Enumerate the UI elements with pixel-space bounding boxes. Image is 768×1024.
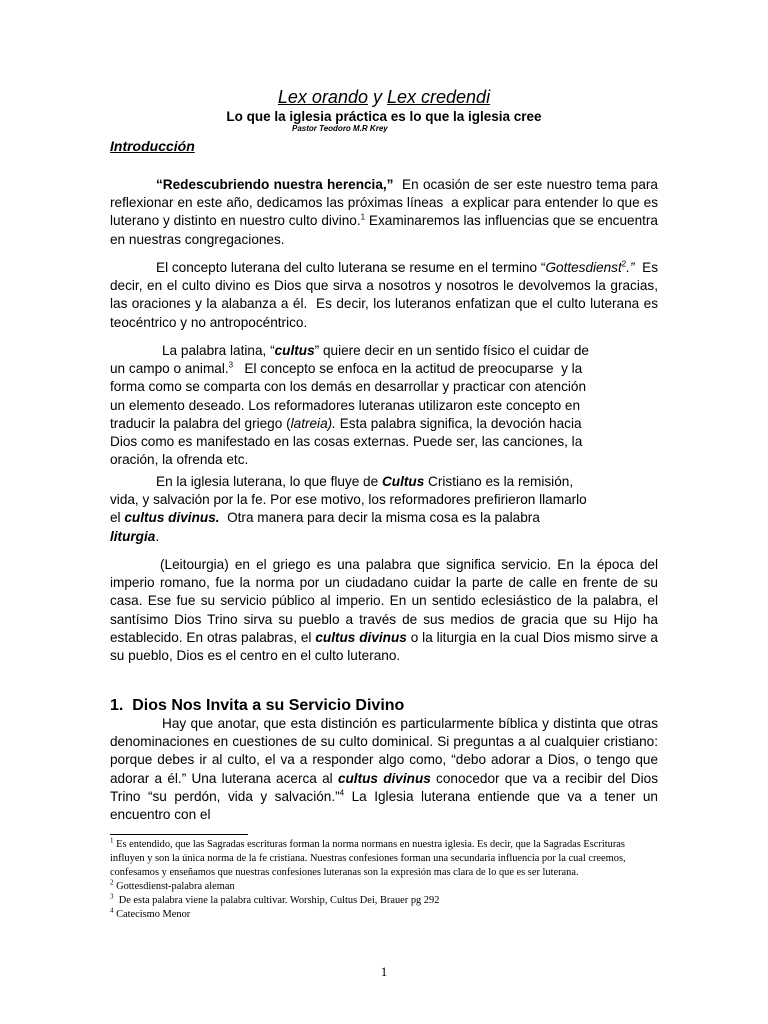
paragraph-text: Examinaremos las influencias que se encuentra en nuestras congregaciones. bbox=[110, 213, 658, 247]
footnote-text: Gottesdienst-palabra aleman bbox=[113, 881, 235, 892]
paragraph-text: o la liturgia en la cual Dios mismo sirve a su pueblo, Dios es el centro en el culto luterano. bbox=[110, 629, 658, 664]
paragraph-text: Esta palabra significa, la devoción hacia bbox=[335, 415, 582, 431]
paragraph-text: oración, la ofrenda etc. bbox=[110, 452, 249, 468]
footnote-number: 2 bbox=[110, 878, 114, 887]
bold-italic-term: Cultus bbox=[381, 474, 425, 489]
paragraph-text: Hay que anotar, que esta distinción es particularmente bíblica y distinta que otras denominaciones en cuestiones de su culto dominical. Si preguntas a al cualquier cristiano: porque debes ir al culto, el va a responder algo como, “debo adorar a Dios, o tengo que adorar a él.” Una luterana acerca al bbox=[110, 716, 658, 786]
paragraph-text: Cristiano es la remisión, bbox=[424, 474, 574, 489]
author-line: Pastor Teodoro M.R Krey bbox=[292, 124, 388, 133]
italic-term: latreia). bbox=[290, 415, 336, 431]
footnote-number: 1 bbox=[110, 836, 114, 845]
title-part-1: Lex orando bbox=[277, 87, 368, 107]
title-part-2: Lex credendi bbox=[387, 87, 491, 107]
footnote bbox=[110, 908, 658, 922]
section-heading: 1. Dios Nos Invita a su Servicio Divino bbox=[110, 697, 405, 714]
paragraph-text: En ocasión de ser este nuestro tema para reflexionar en este año, dedicamos las próximas líneas a explicar para entender lo que es luterano y distinto en nuestro culto divino. bbox=[110, 177, 662, 229]
paragraph-4 bbox=[110, 473, 658, 546]
paragraph-text: . bbox=[155, 528, 160, 544]
document-subtitle: Lo que la iglesia práctica es lo que la iglesia cree bbox=[226, 109, 542, 124]
paragraph-5 bbox=[110, 556, 658, 665]
paragraph-text: En la iglesia luterana, lo que fluye de bbox=[156, 474, 382, 489]
paragraph-2 bbox=[110, 259, 662, 332]
bold-italic-term: cultus bbox=[274, 343, 315, 358]
paragraph-text: conocedor que va a recibir del Dios Trino “su perdón, vida y salvación.” bbox=[110, 770, 658, 804]
paragraph-1 bbox=[110, 176, 662, 249]
bold-italic-term: liturgia bbox=[110, 528, 156, 544]
footnote-text: De esta palabra viene la palabra cultivar. Worship, Cultus Dei, Brauer pg 292 bbox=[113, 895, 440, 906]
paragraph-text: La palabra latina, “ bbox=[162, 343, 275, 358]
paragraph-text: ” quiere decir en un sentido físico el cuidar de bbox=[314, 343, 589, 358]
bold-italic-term: cultus divinus bbox=[315, 629, 407, 645]
title-connector: y bbox=[367, 87, 387, 107]
paragraph-text: traducir la palabra del griego ( bbox=[110, 415, 291, 431]
footnote bbox=[110, 880, 658, 894]
document-title bbox=[0, 86, 768, 108]
italic-term-end: .” bbox=[626, 260, 635, 275]
paragraph-3 bbox=[110, 342, 658, 469]
footnote-ref: 1 bbox=[360, 212, 366, 222]
paragraph-text: (Leitourgia) en el griego es una palabra que significa servicio. En la época del imperio romano, fue la norma por un ciudadano cuidar la parte de calle en frente de su casa. Ese fue su servicio público al imperio. En un sentido eclesiástico de la palabra, el santísimo Dios Trino sirva su pueblo a través de sus medios de gracia que su Hijo ha establecido. En otras palabras, el bbox=[110, 557, 658, 645]
paragraph-text: Otra manera para decir la misma cosa es la palabra bbox=[219, 510, 540, 526]
paragraph-text: La Iglesia luterana entiende que va a tener un encuentro con el bbox=[110, 788, 658, 823]
footnote-ref: 3 bbox=[228, 360, 234, 370]
paragraph-text: un campo o animal. bbox=[110, 361, 229, 377]
bold-italic-term: cultus divinus. bbox=[124, 510, 220, 526]
bold-quote: “Redescubriendo nuestra herencia,” bbox=[156, 177, 394, 192]
footnote-number: 4 bbox=[110, 906, 114, 915]
footnote-separator bbox=[110, 834, 248, 835]
paragraph-text: Dios como es manifestado en las cosas externas. Puede ser, las canciones, la bbox=[110, 434, 583, 450]
footnote-number: 3 bbox=[110, 892, 114, 901]
intro-heading: Introducción bbox=[110, 138, 195, 154]
paragraph-text: El concepto se enfoca en la actitud de preocuparse y la bbox=[233, 361, 583, 377]
paragraph-text: el bbox=[110, 510, 125, 526]
footnote-text: Es entendido, que las Sagradas escrituras forman la norma normans en nuestra iglesia. Es decir, que la Sagradas Escrituras influyen y son la única norma de la fe cristiana. Nuestras confesiones forman una secundaria influencia por la cual creemos, confesamos y enseñamos que nuestras confesiones luteranas son la expresión mas clara de lo que es ser luterana. bbox=[110, 839, 626, 878]
paragraph-text: Es decir, en el culto divino es Dios que sirva a nosotros y nosotros le devolvemos la gracias, las oraciones y la alabanza a él. Es decir, los luteranos enfatizan que el culto luterana es teocéntrico y no antropocéntrico. bbox=[110, 260, 662, 330]
bold-italic-term: cultus divinus bbox=[337, 770, 431, 786]
paragraph-text: forma como se comparta con los demás en desarrollar y practicar con atención bbox=[110, 379, 587, 395]
paragraph-text: un elemento deseado. Los reformadores luteranas utilizaron este concepto en bbox=[110, 397, 581, 413]
section-1-paragraph bbox=[110, 715, 658, 824]
page-number: 1 bbox=[380, 964, 388, 979]
italic-term: Gottesdienst bbox=[545, 260, 622, 275]
paragraph-text: vida, y salvación por la fe. Por ese motivo, los reformadores prefirieron llamarlo bbox=[110, 492, 587, 508]
footnote-ref: 4 bbox=[339, 788, 345, 798]
footnote bbox=[110, 838, 658, 880]
footnote-text: Catecismo Menor bbox=[113, 909, 191, 920]
footnote-ref: 2 bbox=[621, 259, 627, 269]
footnotes bbox=[110, 838, 658, 922]
footnote bbox=[110, 894, 658, 908]
paragraph-text: El concepto luterana del culto luterana se resume en el termino “ bbox=[156, 260, 546, 275]
